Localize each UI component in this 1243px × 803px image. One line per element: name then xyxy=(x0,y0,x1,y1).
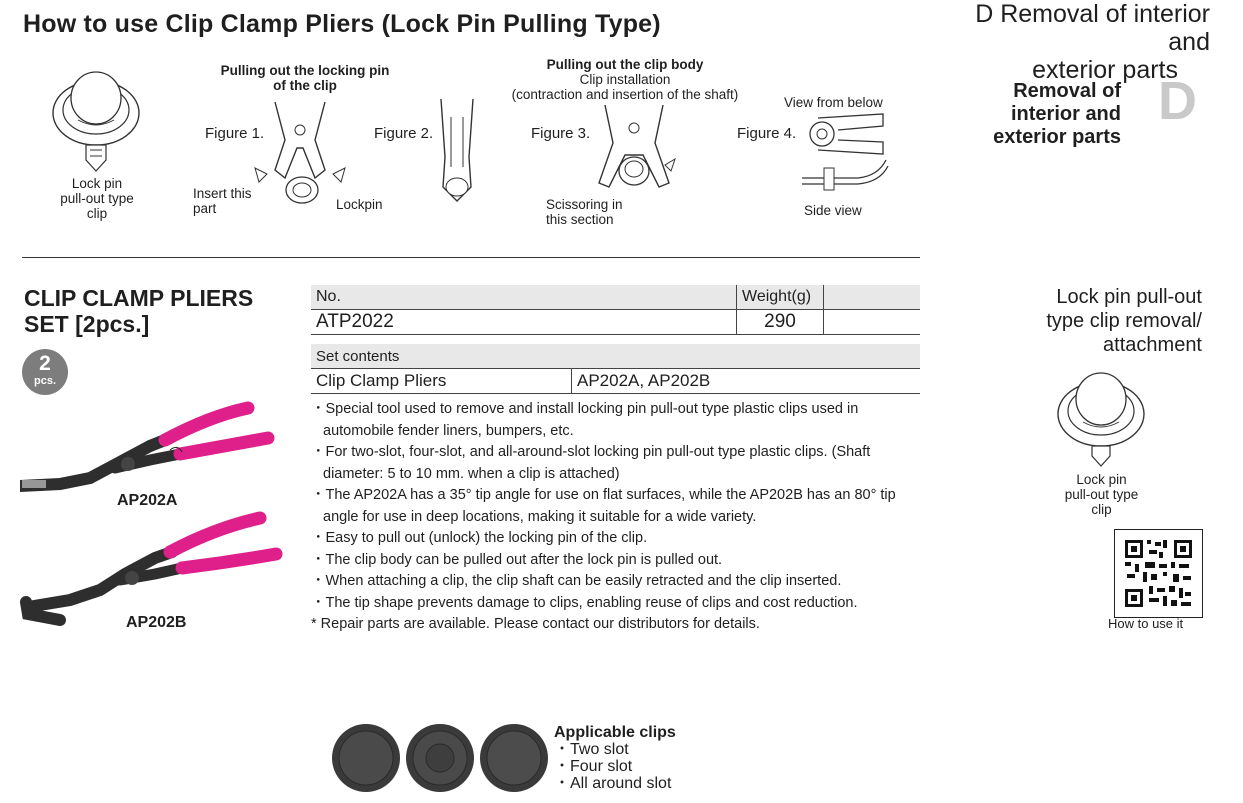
sidebar-section-line-2: interior and xyxy=(1010,103,1121,125)
applicable-title: Applicable clips xyxy=(554,724,676,741)
sidebar-category-line-1: D Removal of interior and xyxy=(975,0,1210,56)
set-contents-models: AP202A, AP202B xyxy=(572,369,921,394)
sidebar-section-line-3: exterior parts xyxy=(993,126,1121,148)
applicable-item: ・All around slot xyxy=(554,775,672,792)
header-no: No. xyxy=(311,285,737,310)
fig3-sub2: (contraction and insertion of the shaft) xyxy=(511,87,739,102)
model-b-label: AP202B xyxy=(126,614,187,631)
cell-empty xyxy=(824,310,921,335)
sidebar-clip-illustration xyxy=(1054,370,1149,468)
sidebar-clip-label-1: Lock pin xyxy=(1076,472,1127,487)
set-contents-table xyxy=(311,344,920,394)
clip-label-3: clip xyxy=(86,206,108,221)
fig1-heading-2: of the clip xyxy=(273,78,337,93)
feature-item: ・Easy to pull out (unlock) the locking pin of the clip. xyxy=(311,530,648,546)
fig3-scissor-2: this section xyxy=(546,212,614,227)
cell-weight: 290 xyxy=(737,310,824,335)
applicable-item: ・Two slot xyxy=(554,741,629,758)
header-empty xyxy=(824,285,921,310)
applicable-clips-photo xyxy=(330,722,552,794)
features-list xyxy=(311,399,921,636)
sidebar-clip-label-2: pull-out type xyxy=(1064,487,1139,502)
feature-item: ・Special tool used to remove and install locking pin pull-out type plastic clips used in automobile fender liners, bumpers, etc. xyxy=(311,401,859,439)
badge-unit: pcs. xyxy=(33,375,56,387)
fig3-heading: Pulling out the clip body xyxy=(546,57,704,72)
qr-caption: How to use it xyxy=(1108,616,1184,631)
product-title-line-2: SET [2pcs.] xyxy=(24,311,150,337)
product-title-line-1: CLIP CLAMP PLIERS xyxy=(24,285,254,311)
repair-note: * Repair parts are available. Please contact our distributors for details. xyxy=(311,616,760,632)
fig1-pliers-drawing xyxy=(245,100,360,210)
lock-title-line-3: attachment xyxy=(1103,334,1202,356)
section-letter: D xyxy=(1158,71,1197,131)
applicable-item: ・Four slot xyxy=(554,758,633,775)
sidebar-lock-title xyxy=(1000,285,1202,357)
fig4-pliers-drawing xyxy=(798,112,890,197)
fig3-scissor-1: Scissoring in xyxy=(546,197,623,212)
fig1-lockpin: Lockpin xyxy=(336,197,383,212)
section-divider xyxy=(22,257,920,258)
fig4-label: Figure 4. xyxy=(737,125,797,142)
spec-table xyxy=(311,285,920,335)
feature-item: ・For two-slot, four-slot, and all-around-slot locking pin pull-out type plastic clips. (Shaft diameter: 5 to 10 mm. when a clip is attached) xyxy=(311,444,871,482)
fig1-heading-1: Pulling out the locking pin xyxy=(220,63,390,78)
feature-item: ・When attaching a clip, the clip shaft can be easily retracted and the clip inserted. xyxy=(311,573,842,589)
pliers-b-handle-lower xyxy=(182,554,276,568)
fig4-side-view: Side view xyxy=(804,203,862,218)
cell-product-no: ATP2022 xyxy=(311,310,737,335)
fig3-label: Figure 3. xyxy=(531,125,591,142)
model-a-label: AP202A xyxy=(117,492,178,509)
pliers-ap202b-image xyxy=(20,510,290,630)
clip-label-1: Lock pin xyxy=(71,176,123,191)
fig1-insert-2: part xyxy=(193,201,217,216)
fig4-view-below: View from below xyxy=(784,95,883,110)
clip-illustration xyxy=(50,68,145,173)
set-contents-name: Clip Clamp Pliers xyxy=(311,369,572,394)
sidebar-section-line-1: Removal of xyxy=(1013,80,1121,102)
fig1-label: Figure 1. xyxy=(205,125,265,142)
clip-label-2: pull-out type xyxy=(60,191,134,206)
sidebar-category-line-2: exterior parts xyxy=(1032,56,1178,84)
pliers-b-handle-upper xyxy=(170,518,260,552)
sidebar-clip-label-3: clip xyxy=(1091,502,1112,517)
set-contents-header: Set contents xyxy=(311,344,920,369)
sidebar-section xyxy=(975,80,1121,149)
lock-title-line-2: type clip removal/ xyxy=(1046,310,1202,332)
fig2-label: Figure 2. xyxy=(374,125,434,142)
lock-title-line-1: Lock pin pull-out xyxy=(1056,286,1202,308)
pliers-a-handle-lower xyxy=(180,438,268,454)
fig3-pliers-drawing xyxy=(585,103,685,193)
fig2-pliers-drawing xyxy=(437,97,477,207)
feature-item: ・The clip body can be pulled out after the lock pin is pulled out. xyxy=(311,551,723,568)
quantity-badge xyxy=(22,349,68,395)
feature-item: ・The tip shape prevents damage to clips, enabling reuse of clips and cost reduction. xyxy=(311,594,858,611)
header-weight: Weight(g) xyxy=(737,285,824,310)
fig1-insert-1: Insert this xyxy=(193,186,252,201)
feature-item: ・The AP202A has a 35° tip angle for use on flat surfaces, while the AP202B has an 80° tip angle for use in deep locations, making it suitable for a wide variety. xyxy=(311,487,896,525)
fig3-sub1: Clip installation xyxy=(579,72,671,87)
qr-code[interactable] xyxy=(1114,529,1203,618)
pliers-a-handle-upper xyxy=(165,408,248,440)
page-title: How to use Clip Clamp Pliers (Lock Pin Pulling Type) xyxy=(23,10,661,38)
badge-number: 2 xyxy=(39,352,51,375)
product-title xyxy=(24,285,253,337)
